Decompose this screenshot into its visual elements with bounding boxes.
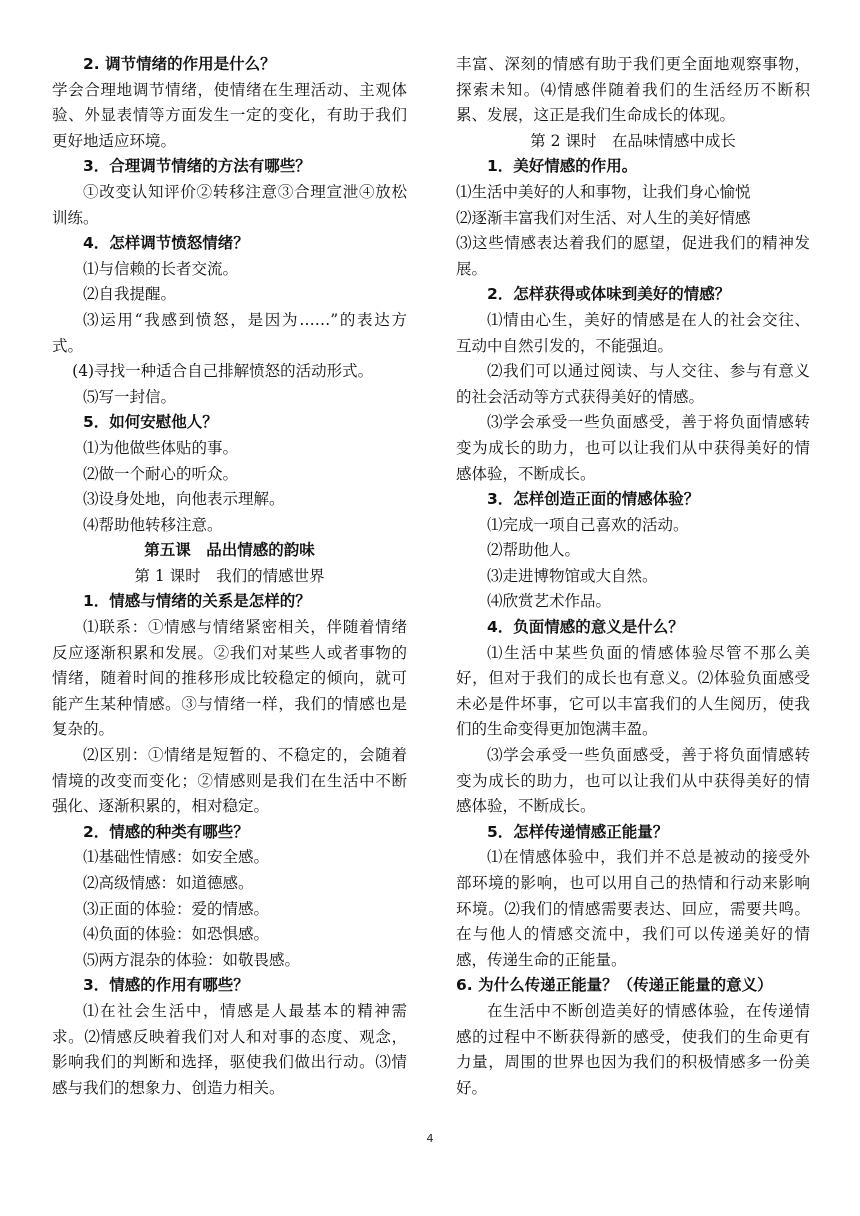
paragraph: ⑵逐渐丰富我们对生活、对人生的美好情感: [456, 208, 751, 227]
section-heading: 6. 为什么传递正能量？（传递正能量的意义）: [456, 976, 773, 995]
section-heading: 5．怎样传递情感正能量？: [487, 822, 669, 841]
section-heading: 2．怎样获得或体味到美好的情感？: [487, 285, 731, 304]
paragraph: ⑴基础性情感：如安全感。: [83, 848, 270, 867]
paragraph: ⑸写一封信。: [83, 387, 177, 406]
lesson-title: 第五课 品出情感的韵味: [144, 541, 315, 560]
paragraph: 丰富、深刻的情感有助于我们更全面地观察事物，探索未知。⑷情感伴随着我们的生活经历不断积累、发展，这正是我们生命成长的体现。: [456, 55, 810, 125]
paragraph: ⑴在情感体验中，我们并不总是被动的接受外部环境的影响，也可以用自己的热情和行动来影响环境。⑵我们的情感需要表达、回应，需要共鸣。在与他人的情感交流中，我们可以传递美好的情感，传递生命的正能量。: [456, 848, 810, 969]
paragraph: ①改变认知评价②转移注意③合理宣泄④放松训练。: [52, 182, 407, 227]
section-heading: 3．怎样创造正面的情感体验？: [487, 490, 700, 509]
paragraph: 学会合理地调节情绪，使情绪在生理活动、主观体验、外显表情等方面发生一定的变化，有助于我们更好地适应环境。: [52, 80, 407, 150]
paragraph: ⑴情由心生，美好的情感是在人的社会交往、互动中自然引发的，不能强迫。: [456, 310, 810, 355]
paragraph: (4)寻找一种适合自己排解愤怒的活动形式。: [72, 362, 374, 381]
section-heading: 4．怎样调节愤怒情绪？: [83, 234, 249, 253]
paragraph: ⑵高级情感：如道德感。: [83, 874, 254, 892]
paragraph: ⑵自我提醒。: [83, 285, 177, 304]
paragraph: ⑷负面的体验：如恐惧感。: [83, 925, 270, 944]
paragraph: ⑴完成一项自己喜欢的活动。: [487, 515, 689, 534]
section-heading: 2．情感的种类有哪些？: [83, 822, 249, 841]
section-heading: 1．情感与情绪的关系是怎样的？: [83, 592, 311, 611]
section-heading: 3．合理调节情绪的方法有哪些？: [83, 157, 311, 176]
paragraph: 在生活中不断创造美好的情感体验，在传递情感的过程中不断获得新的感受，使我们的生命更有力量，周围的世界也因为我们的积极情感多一份美好。: [456, 1001, 810, 1097]
paragraph: ⑴在社会生活中，情感是人最基本的精神需求。⑵情感反映着我们对人和对事的态度、观念，影响我们的判断和选择，驱使我们做出行动。⑶情感与我们的想象力、创造力相关。: [52, 1001, 407, 1097]
paragraph: ⑶学会承受一些负面感受，善于将负面情感转变为成长的助力，也可以让我们从中获得美好的情感体验，不断成长。: [456, 746, 810, 816]
paragraph: ⑸两方混杂的体验：如敬畏感。: [83, 950, 301, 969]
section-heading: 2. 调节情绪的作用是什么？: [83, 55, 276, 73]
lesson-subtitle: 第 1 课时 我们的情感世界: [134, 566, 325, 585]
section-heading: 4．负面情感的意义是什么？: [487, 618, 684, 637]
paragraph: ⑵做一个耐心的听众。: [83, 464, 239, 483]
section-heading: 3．情感的作用有哪些？: [83, 976, 249, 995]
paragraph: ⑵帮助他人。: [487, 541, 581, 560]
lesson-subtitle: 第 2 课时 在品味情感中成长: [530, 131, 736, 150]
paragraph: ⑶正面的体验：爱的情感。: [83, 899, 270, 918]
paragraph: ⑴联系：①情感与情绪紧密相关，伴随着情绪反应逐渐积累和发展。②我们对某些人或者事物的情绪，随着时间的推移形成比较稳定的倾向，就可能产生某种情感。③与情绪一样，我们的情感也是复杂的。: [52, 618, 407, 739]
right-column: [456, 52, 810, 1101]
paragraph: ⑴生活中某些负面的情感体验尽管不那么美好，但对于我们的成长也有意义。⑵体验负面感受未必是件坏事，它可以丰富我们的人生阅历，使我们的生命变得更加饱满丰盈。: [456, 643, 810, 739]
paragraph: ⑵我们可以通过阅读、与人交往、参与有意义的社会活动等方式获得美好的情感。: [456, 362, 810, 406]
section-heading: 1．美好情感的作用。: [487, 157, 638, 176]
paragraph: ⑶学会承受一些负面感受，善于将负面情感转变为成长的助力，也可以让我们从中获得美好的情感体验，不断成长。: [456, 413, 810, 483]
page-number: 4: [426, 1132, 434, 1145]
paragraph: ⑷帮助他转移注意。: [83, 515, 223, 534]
paragraph: ⑶这些情感表达着我们的愿望，促进我们的精神发展。: [456, 234, 810, 278]
section-heading: 5．如何安慰他人？: [83, 413, 218, 432]
paragraph: ⑵区别：①情绪是短暂的、不稳定的，会随着情境的改变而变化；②情感则是我们在生活中不断强化、逐渐积累的，相对稳定。: [52, 746, 407, 816]
paragraph: ⑴生活中美好的人和事物，让我们身心愉悦: [456, 182, 751, 201]
paragraph: ⑴为他做些体贴的事。: [83, 438, 239, 457]
paragraph: ⑶走进博物馆或大自然。: [487, 566, 658, 585]
paragraph: ⑷欣赏艺术作品。: [487, 592, 612, 611]
left-column: [52, 52, 407, 1101]
paragraph: ⑴与信赖的长者交流。: [83, 259, 239, 278]
paragraph: ⑶设身处地，向他表示理解。: [83, 490, 285, 509]
paragraph: ⑶运用“我感到愤怒，是因为……”的表达方式。: [52, 310, 407, 355]
